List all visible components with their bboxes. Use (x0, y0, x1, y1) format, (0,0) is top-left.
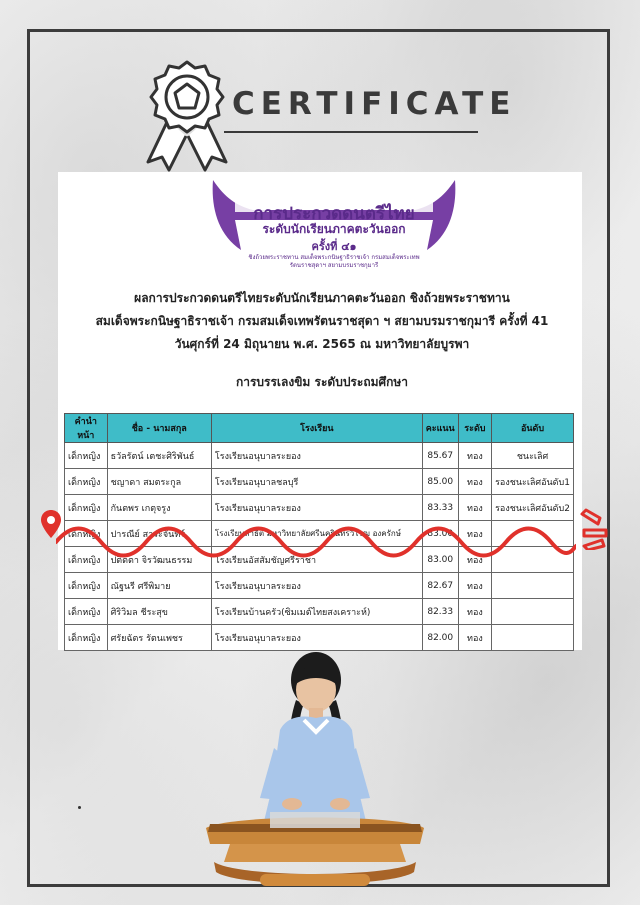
header-rank: อันดับ (492, 414, 574, 443)
cell-school: โรงเรียนอนุบาลชลบุรี (211, 469, 422, 495)
cell-name: ศิริวิมล ชีระสุข (107, 599, 211, 625)
cell-prefix: เด็กหญิง (65, 443, 108, 469)
table-row (65, 495, 574, 521)
header-name: ชื่อ - นามสกุล (107, 414, 211, 443)
cell-level: ทอง (458, 443, 491, 469)
cell-rank: ชนะเลิศ (492, 443, 574, 469)
cell-level: ทอง (458, 469, 491, 495)
cell-name: ปติตตา จิรวัฒนธรรม (107, 547, 211, 573)
cell-school: โรงเรียนอัสสัมชัญศรีราชา (211, 547, 422, 573)
header-prefix: คำนำหน้า (65, 414, 108, 443)
title-underline (224, 131, 478, 133)
cell-score: 85.67 (422, 443, 458, 469)
cell-score: 83.33 (422, 495, 458, 521)
girl-playing-khim-image (200, 648, 430, 893)
logo-edition: ครั้งที่ ๔๑ (311, 240, 357, 253)
cell-prefix: เด็กหญิง (65, 625, 108, 651)
table-row (65, 443, 574, 469)
table-row (65, 599, 574, 625)
cell-score: 82.33 (422, 599, 458, 625)
cell-school: โรงเรียนอนุบาลระยอง (211, 625, 422, 651)
cell-name: ณัฐนรี ศรีพิมาย (107, 573, 211, 599)
competition-logo (205, 176, 463, 279)
category-heading: การบรรเลงขิม ระดับประถมศึกษา (235, 375, 409, 389)
logo-subtitle: ระดับนักเรียนภาคตะวันออก (262, 222, 406, 236)
cell-rank: รองชนะเลิศอันดับ1 (492, 469, 574, 495)
award-ribbon-icon (140, 58, 234, 173)
cell-name: กันตพร เกตุจรูง (107, 495, 211, 521)
cell-level: ทอง (458, 547, 491, 573)
heading-line-3: วันศุกร์ที่ 24 มิถุนายน พ.ศ. 2565 ณ มหาวิทยาลัยบูรพา (174, 337, 470, 351)
cell-prefix: เด็กหญิง (65, 547, 108, 573)
cell-level: ทอง (458, 625, 491, 651)
table-row (65, 625, 574, 651)
cell-school: โรงเรียนสาธิต มหาวิทยาลัยศรีนครินทรวิโรฒ องครักษ์ (211, 521, 422, 547)
cell-name: ชญาดา สมตระกูล (107, 469, 211, 495)
heading-line-2: สมเด็จพระกนิษฐาธิราชเจ้า กรมสมเด็จเทพรัตนราชสุดา ฯ สยามบรมราชกุมารี ครั้งที่ 41 (95, 314, 549, 328)
table-header-row (65, 414, 574, 443)
red-wavy-line (56, 520, 576, 570)
logo-title: การประกวดดนตรีไทย (253, 204, 415, 224)
cell-prefix: เด็กหญิง (65, 573, 108, 599)
logo-patronage: ชิงถ้วยพระราชทาน สมเด็จพระกนิษฐาธิราชเจ้า กรมสมเด็จพระเทพรัตนราชสุดาฯ สยามบรมราชกุมารี (248, 254, 420, 269)
cell-score: 85.00 (422, 469, 458, 495)
cell-level: ทอง (458, 573, 491, 599)
certificate-title: CERTIFICATE (232, 86, 517, 122)
cell-score: 83.00 (422, 521, 458, 547)
cell-score: 82.67 (422, 573, 458, 599)
cell-score: 83.00 (422, 547, 458, 573)
speck (78, 806, 81, 809)
header-score: คะแนน (422, 414, 458, 443)
cell-prefix: เด็กหญิง (65, 599, 108, 625)
cell-name: ศรัยฉัตร รัตนเพชร (107, 625, 211, 651)
cell-prefix: เด็กหญิง (65, 495, 108, 521)
cell-school: โรงเรียนอนุบาลระยอง (211, 443, 422, 469)
cell-school: โรงเรียนอนุบาลระยอง (211, 573, 422, 599)
cell-name: ธวัลรัตน์ เตชะศิริพันธ์ (107, 443, 211, 469)
cell-rank (492, 625, 574, 651)
cell-name: ปารณีย์ สาระจันทร์ (107, 521, 211, 547)
cell-rank: รองชนะเลิศอันดับ2 (492, 495, 574, 521)
heading-line-1: ผลการประกวดดนตรีไทยระดับนักเรียนภาคตะวันออก ชิงถ้วยพระราชทาน (134, 291, 510, 305)
table-row (65, 469, 574, 495)
cell-prefix: เด็กหญิง (65, 469, 108, 495)
cell-score: 82.00 (422, 625, 458, 651)
cell-level: ทอง (458, 599, 491, 625)
header-level: ระดับ (458, 414, 491, 443)
cell-level: ทอง (458, 521, 491, 547)
cell-rank (492, 599, 574, 625)
cell-prefix: เด็กหญิง (65, 521, 108, 547)
cell-level: ทอง (458, 495, 491, 521)
spark-lines-icon (578, 506, 614, 550)
cell-rank (492, 573, 574, 599)
table-row (65, 573, 574, 599)
cell-school: โรงเรียนอนุบาลระยอง (211, 495, 422, 521)
cell-school: โรงเรียนบ้านครัว(ซิมเมต์ไทยสงเคราะห์) (211, 599, 422, 625)
header-school: โรงเรียน (211, 414, 422, 443)
